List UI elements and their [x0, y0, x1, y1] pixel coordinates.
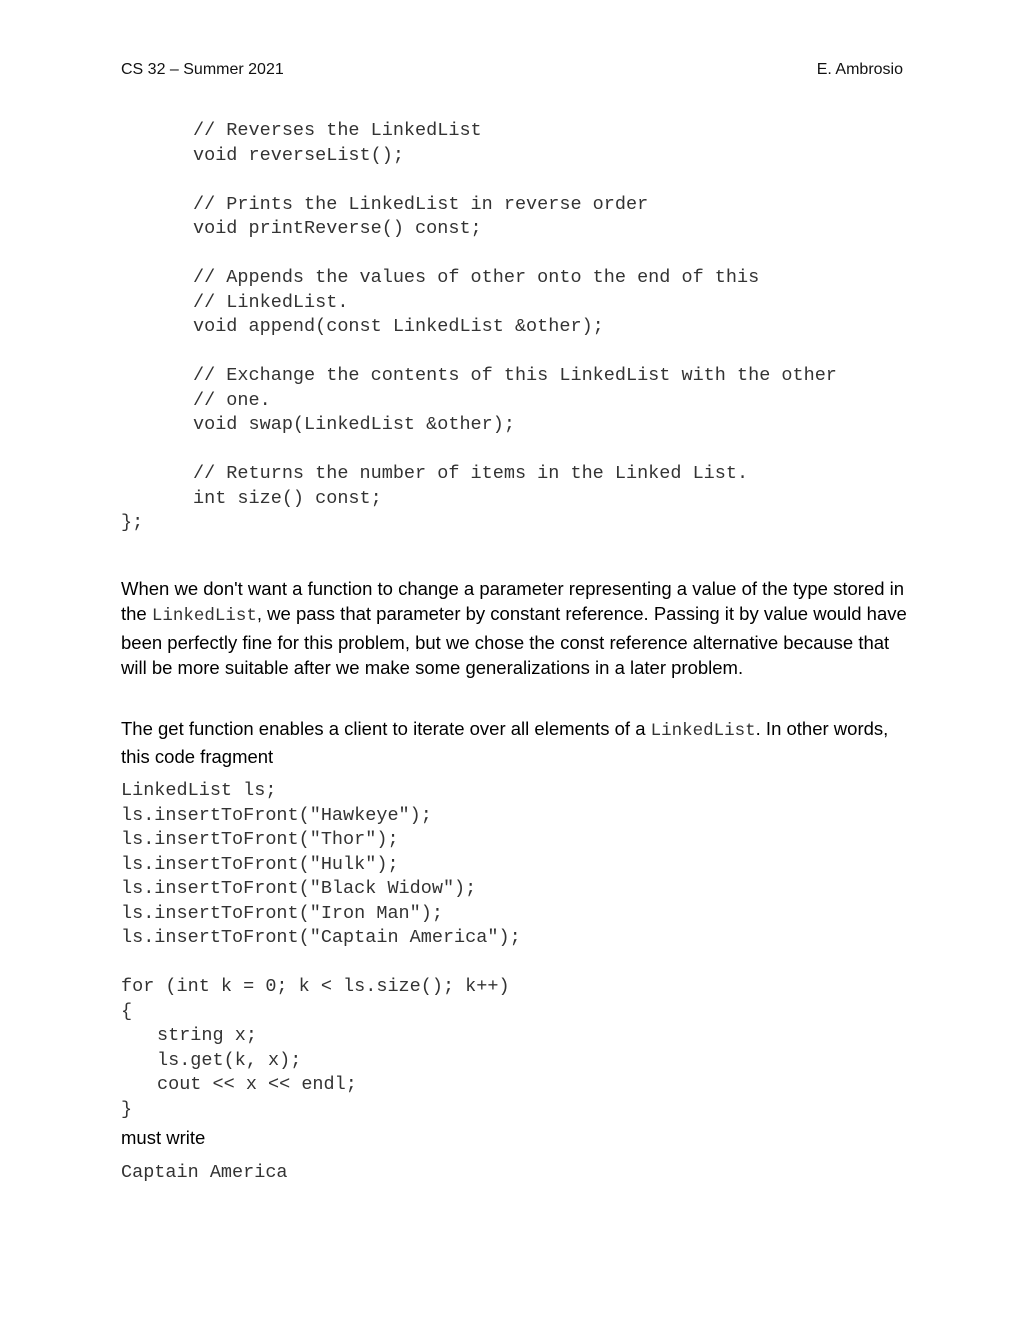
- code-line: ls.insertToFront("Iron Man");: [121, 902, 443, 924]
- must-write-text: must write: [121, 1127, 206, 1148]
- code-line: // Appends the values of other onto the end of this: [193, 267, 760, 288]
- expected-output: [121, 1161, 288, 1186]
- code-line: [121, 951, 521, 976]
- paragraph-text: , we pass that parameter by constant reference. Passing it by value would have been perfectly fine for this problem, but we chose the const reference alternative because that will be more suitable after we make some generalizations in a later problem.: [121, 603, 907, 678]
- code-line: // Exchange the contents of this LinkedList with the other: [193, 365, 837, 386]
- code-line: ls.insertToFront("Hulk");: [121, 853, 399, 875]
- code-line: string x;: [157, 1025, 257, 1046]
- paragraph-text: . In other words, this code fragment: [121, 718, 889, 768]
- code-line: // Reverses the LinkedList: [193, 120, 482, 141]
- class-declaration-code: [121, 119, 837, 536]
- code-line: }: [121, 1098, 133, 1120]
- paragraph-text: When we don't want a function to change a parameter representing a value of the type stored in the: [121, 578, 905, 625]
- code-line: ls.insertToFront("Thor");: [121, 829, 399, 850]
- code-line: int size() const;: [193, 487, 382, 509]
- paragraph-get-function: [121, 716, 911, 770]
- code-line: [121, 242, 837, 267]
- code-line: // one.: [193, 389, 271, 411]
- code-line: // Returns the number of items in the Linked List.: [193, 463, 749, 484]
- code-line: ls.insertToFront("Captain America");: [121, 927, 521, 948]
- code-line: void reverseList();: [193, 144, 404, 166]
- inline-code: LinkedList: [650, 721, 756, 741]
- code-line: cout << x << endl;: [157, 1074, 357, 1095]
- code-line: ls.insertToFront("Black Widow");: [121, 878, 477, 899]
- code-line: void append(const LinkedList &other);: [193, 316, 604, 337]
- code-line: [121, 340, 837, 365]
- code-line: [121, 438, 837, 463]
- code-line: void swap(LinkedList &other);: [193, 414, 515, 435]
- code-line: ls.insertToFront("Hawkeye");: [121, 804, 432, 826]
- code-line: void printReverse() const;: [193, 218, 482, 239]
- inline-code: LinkedList: [151, 606, 257, 627]
- example-code-fragment: [121, 779, 521, 1122]
- code-line: };: [121, 512, 144, 533]
- paragraph-text: The get function enables a client to iterate over all elements of a: [121, 718, 651, 739]
- paragraph-const-reference: [121, 576, 911, 680]
- header-author: E. Ambrosio: [816, 61, 903, 78]
- code-line: // LinkedList.: [193, 291, 349, 313]
- code-line: // Prints the LinkedList in reverse order: [193, 193, 649, 215]
- header-course: CS 32 – Summer 2021: [121, 61, 284, 78]
- output-line: Captain America: [121, 1162, 288, 1183]
- code-line: [121, 168, 837, 193]
- code-line: LinkedList ls;: [121, 780, 277, 801]
- code-line: ls.get(k, x);: [157, 1049, 302, 1071]
- code-line: {: [121, 1000, 133, 1022]
- code-line: for (int k = 0; k < ls.size(); k++): [121, 976, 510, 997]
